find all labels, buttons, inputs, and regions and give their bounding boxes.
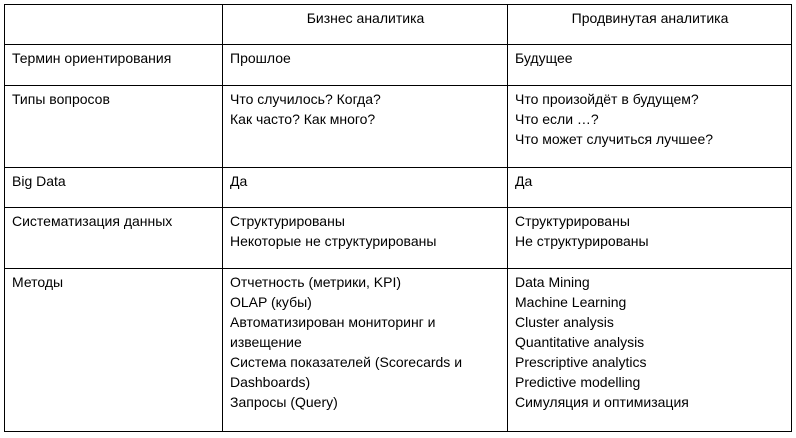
cell-line: Что если …?: [515, 111, 599, 127]
header-cell-advanced-analytics: Продвинутая аналитика: [508, 5, 792, 45]
table-row-orientation: [5, 45, 792, 86]
cell-line: Что произойдёт в будущем?: [515, 91, 699, 107]
cell-line: Не структурированы: [515, 233, 649, 249]
cell-line: Prescriptive analytics: [515, 354, 647, 370]
row-label: Типы вопросов: [5, 86, 223, 168]
business-cell: [223, 86, 508, 168]
row-label: Методы: [5, 269, 223, 432]
business-cell: [223, 45, 508, 86]
header-cell-empty: [5, 5, 223, 45]
advanced-cell: [508, 45, 792, 86]
cell-line: Отчетность (метрики, KPI): [230, 274, 402, 290]
cell-line: Структурированы: [515, 213, 630, 229]
advanced-cell: [508, 86, 792, 168]
cell-line: Quantitative analysis: [515, 334, 645, 350]
cell-line: Прошлое: [230, 50, 291, 66]
cell-line: Некоторые не структурированы: [230, 233, 437, 249]
cell-line: Data Mining: [515, 274, 590, 290]
table-row-question-types: [5, 86, 792, 168]
cell-line: Predictive modelling: [515, 374, 641, 390]
cell-line: Да: [230, 173, 248, 189]
row-label: Big Data: [5, 168, 223, 208]
table-header-row: [5, 5, 792, 45]
cell-line: Симуляция и оптимизация: [515, 394, 689, 410]
table-row-methods: [5, 269, 792, 432]
cell-line: Структурированы: [230, 213, 345, 229]
table-row-big-data: [5, 168, 792, 208]
header-cell-business-analytics: Бизнес аналитика: [223, 5, 508, 45]
advanced-cell: [508, 269, 792, 432]
cell-line: Будущее: [515, 50, 573, 66]
advanced-cell: [508, 168, 792, 208]
cell-line: Запросы (Query): [230, 394, 338, 410]
cell-line: OLAP (кубы): [230, 294, 312, 310]
cell-line: Что может случиться лучшее?: [515, 131, 714, 147]
cell-line: Автоматизирован мониторинг и извещение: [230, 314, 436, 350]
row-label: Термин ориентирования: [5, 45, 223, 86]
table-row-data-systematization: [5, 208, 792, 269]
cell-line: Как часто? Как много?: [230, 111, 376, 127]
business-cell: [223, 208, 508, 269]
cell-line: Что случилось? Когда?: [230, 91, 381, 107]
business-cell: [223, 269, 508, 432]
cell-line: Да: [515, 173, 533, 189]
business-cell: [223, 168, 508, 208]
row-label: Систематизация данных: [5, 208, 223, 269]
cell-line: Cluster analysis: [515, 314, 614, 330]
cell-line: Система показателей (Scorecards и Dashboards): [230, 354, 463, 390]
advanced-cell: [508, 208, 792, 269]
comparison-table: [4, 4, 792, 432]
cell-line: Machine Learning: [515, 294, 627, 310]
